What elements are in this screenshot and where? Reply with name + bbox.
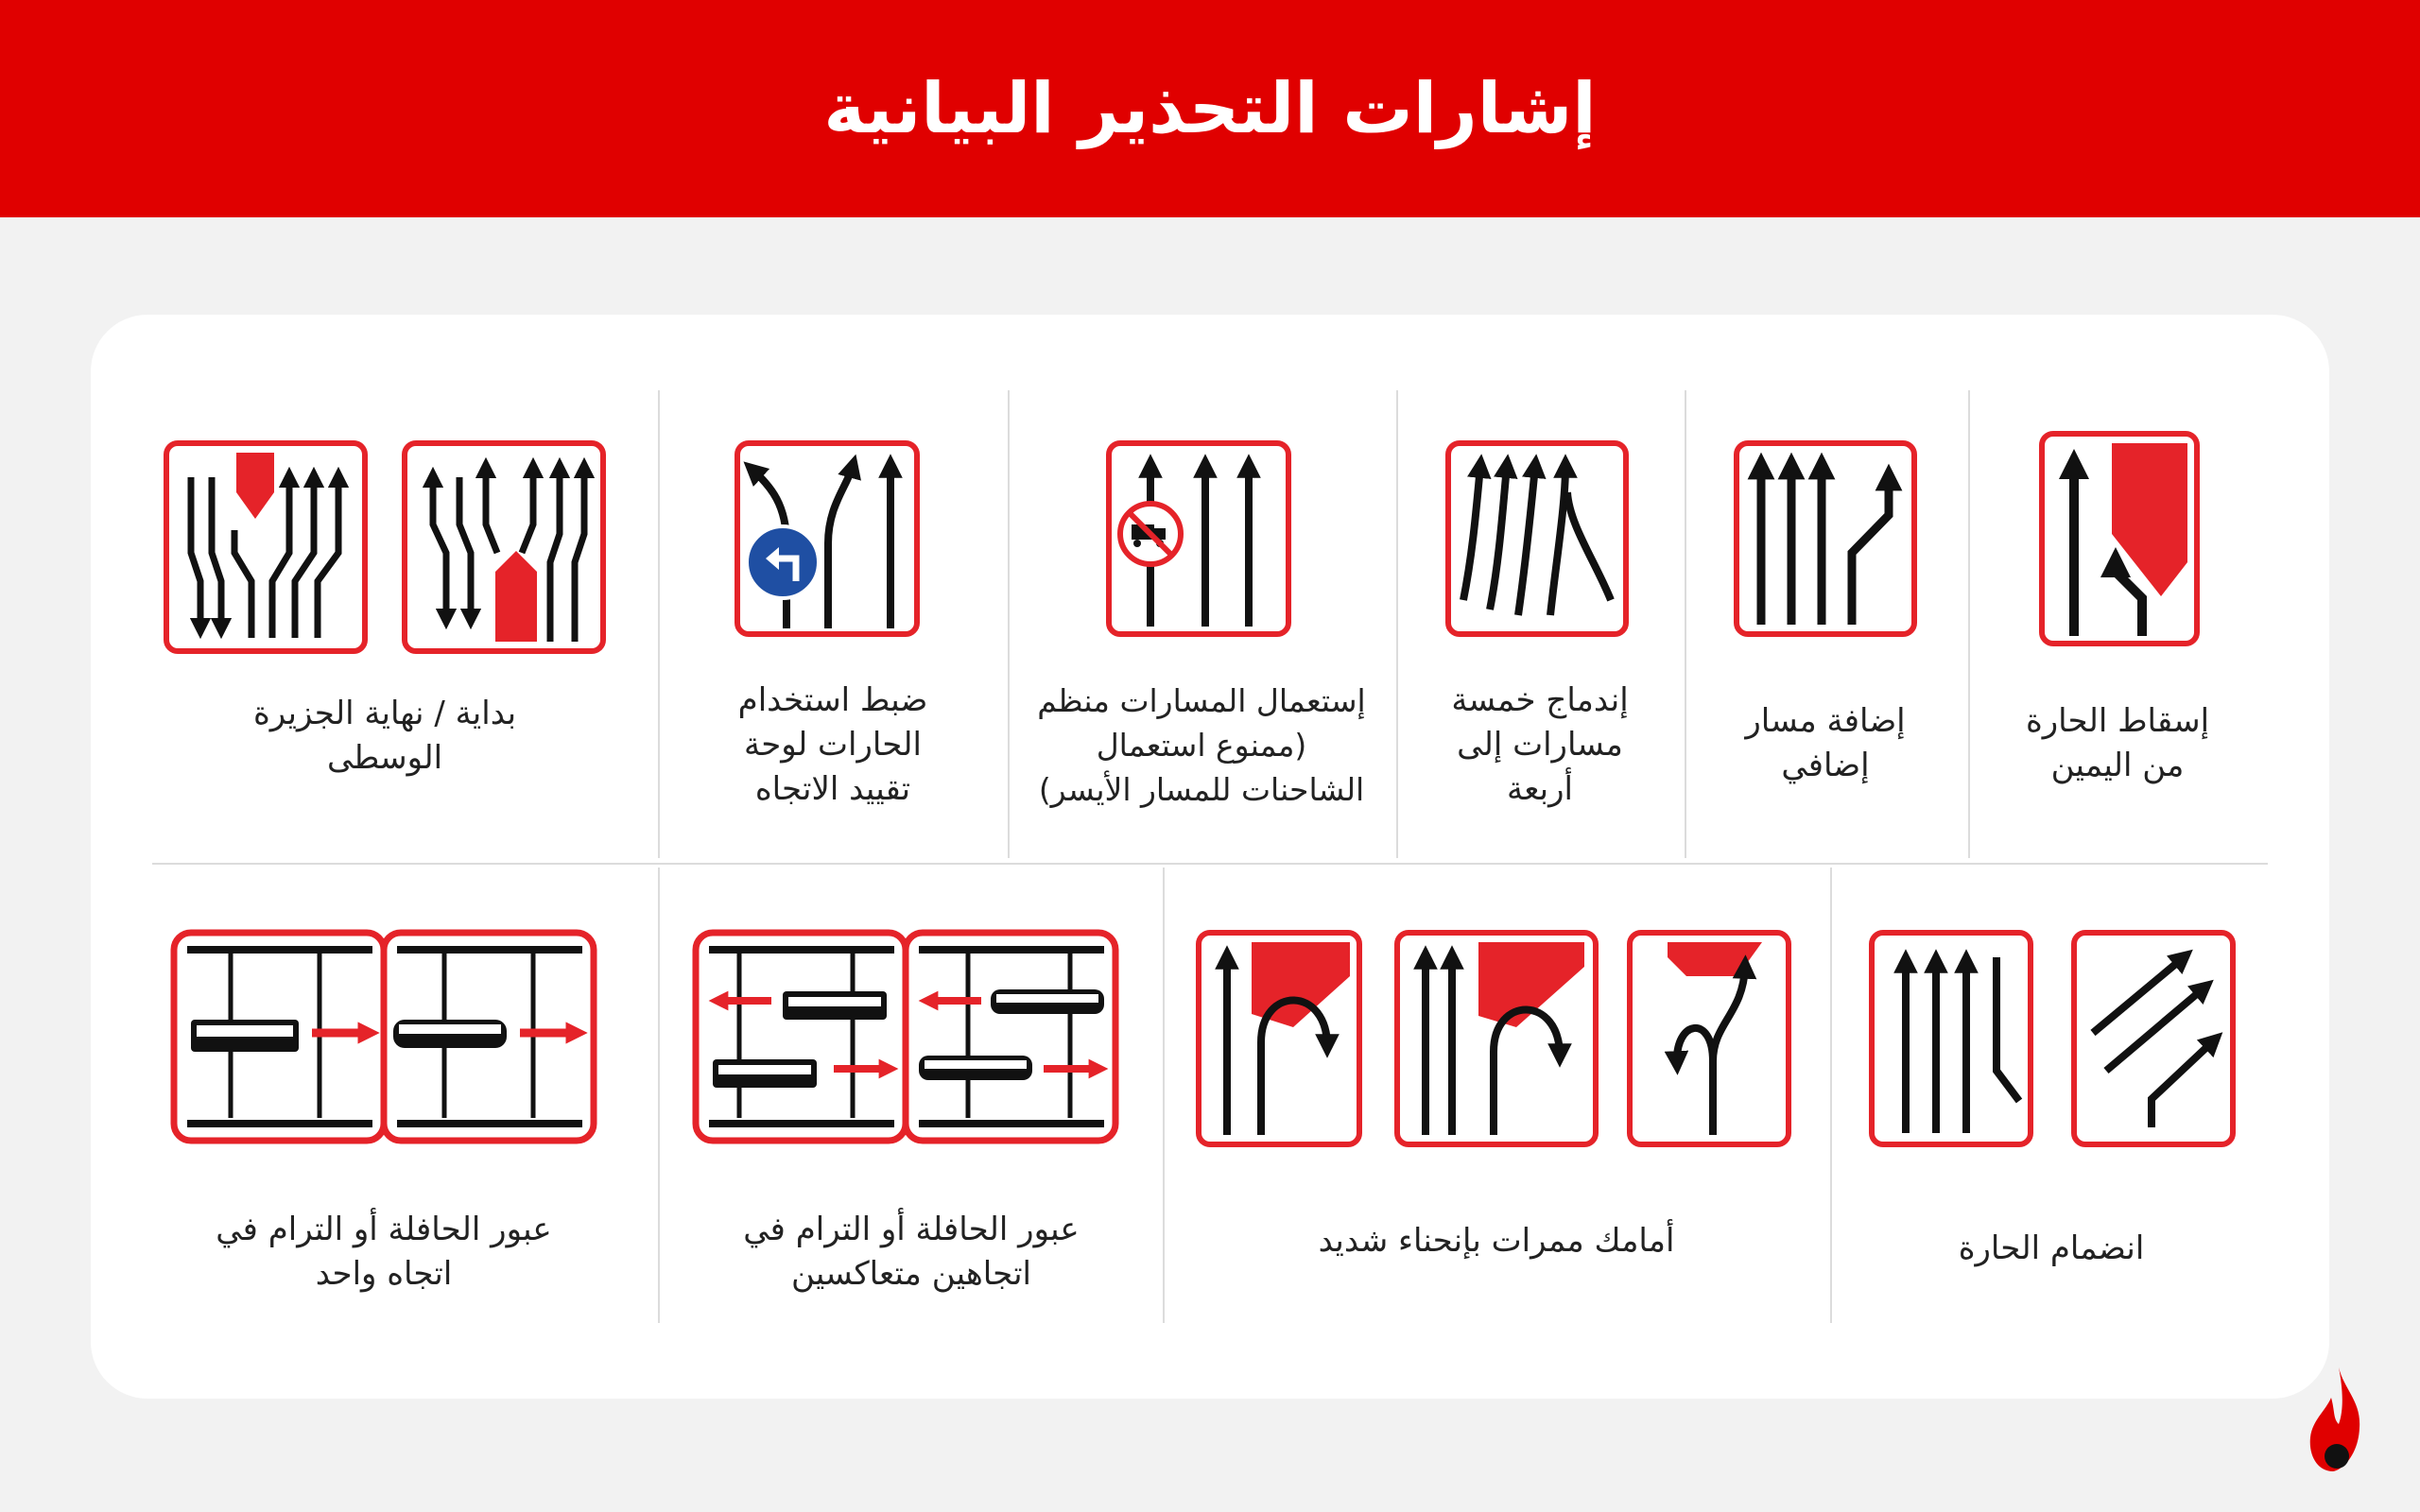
sign-label: عبور الحافلة أو الترام في اتجاه واحد (216, 1211, 552, 1293)
bus-tram-crossing-one-way-sign-icon (170, 929, 597, 1144)
flame-logo-icon (2307, 1366, 2363, 1479)
lane-drop-right-sign-icon (2038, 430, 2201, 647)
sign-label: عبور الحافلة أو الترام في اتجاهين متعاكسين (743, 1211, 1080, 1293)
row-divider (152, 863, 2268, 865)
column-divider (658, 868, 660, 1323)
sign-label: بداية / نهاية الجزيرة الوسطى (252, 695, 517, 777)
sign-label: إسقاط الحارة من اليمين (2025, 702, 2210, 784)
column-divider (1830, 868, 1832, 1323)
page-title: إشارات التحذير البيانية (823, 68, 1597, 149)
lane-control-direction-sign-icon (734, 439, 921, 638)
bus-tram-crossing-two-way-sign-icon (692, 929, 1119, 1144)
median-island-start-end-sign-icon (163, 439, 607, 655)
five-lanes-merge-into-four-sign-icon (1444, 439, 1630, 638)
sign-label: إضافة مسار إضافي (1745, 702, 1906, 784)
sign-label: أمامك ممرات بإنحناء شديد (1318, 1222, 1675, 1260)
sign-label: إستعمال المسارات منظم (ممنوع استعمال الشاحنات للمسار الأيسر) (1037, 682, 1366, 808)
sign-label: إندماج خمسة مسارات إلى أربعة (1451, 681, 1629, 808)
extra-lane-added-sign-icon (1733, 439, 1918, 638)
sign-label: ضبط استخدام الحارات لوحة تقييد الاتجاه (737, 681, 928, 808)
no-trucks-left-lane-sign-icon (1105, 439, 1292, 638)
header-banner (0, 0, 2420, 217)
lane-merge-sign-icon (1868, 929, 2237, 1148)
sign-label: انضمام الحارة (1958, 1229, 2145, 1267)
sharp-curve-lanes-ahead-sign-icon (1195, 929, 1792, 1148)
